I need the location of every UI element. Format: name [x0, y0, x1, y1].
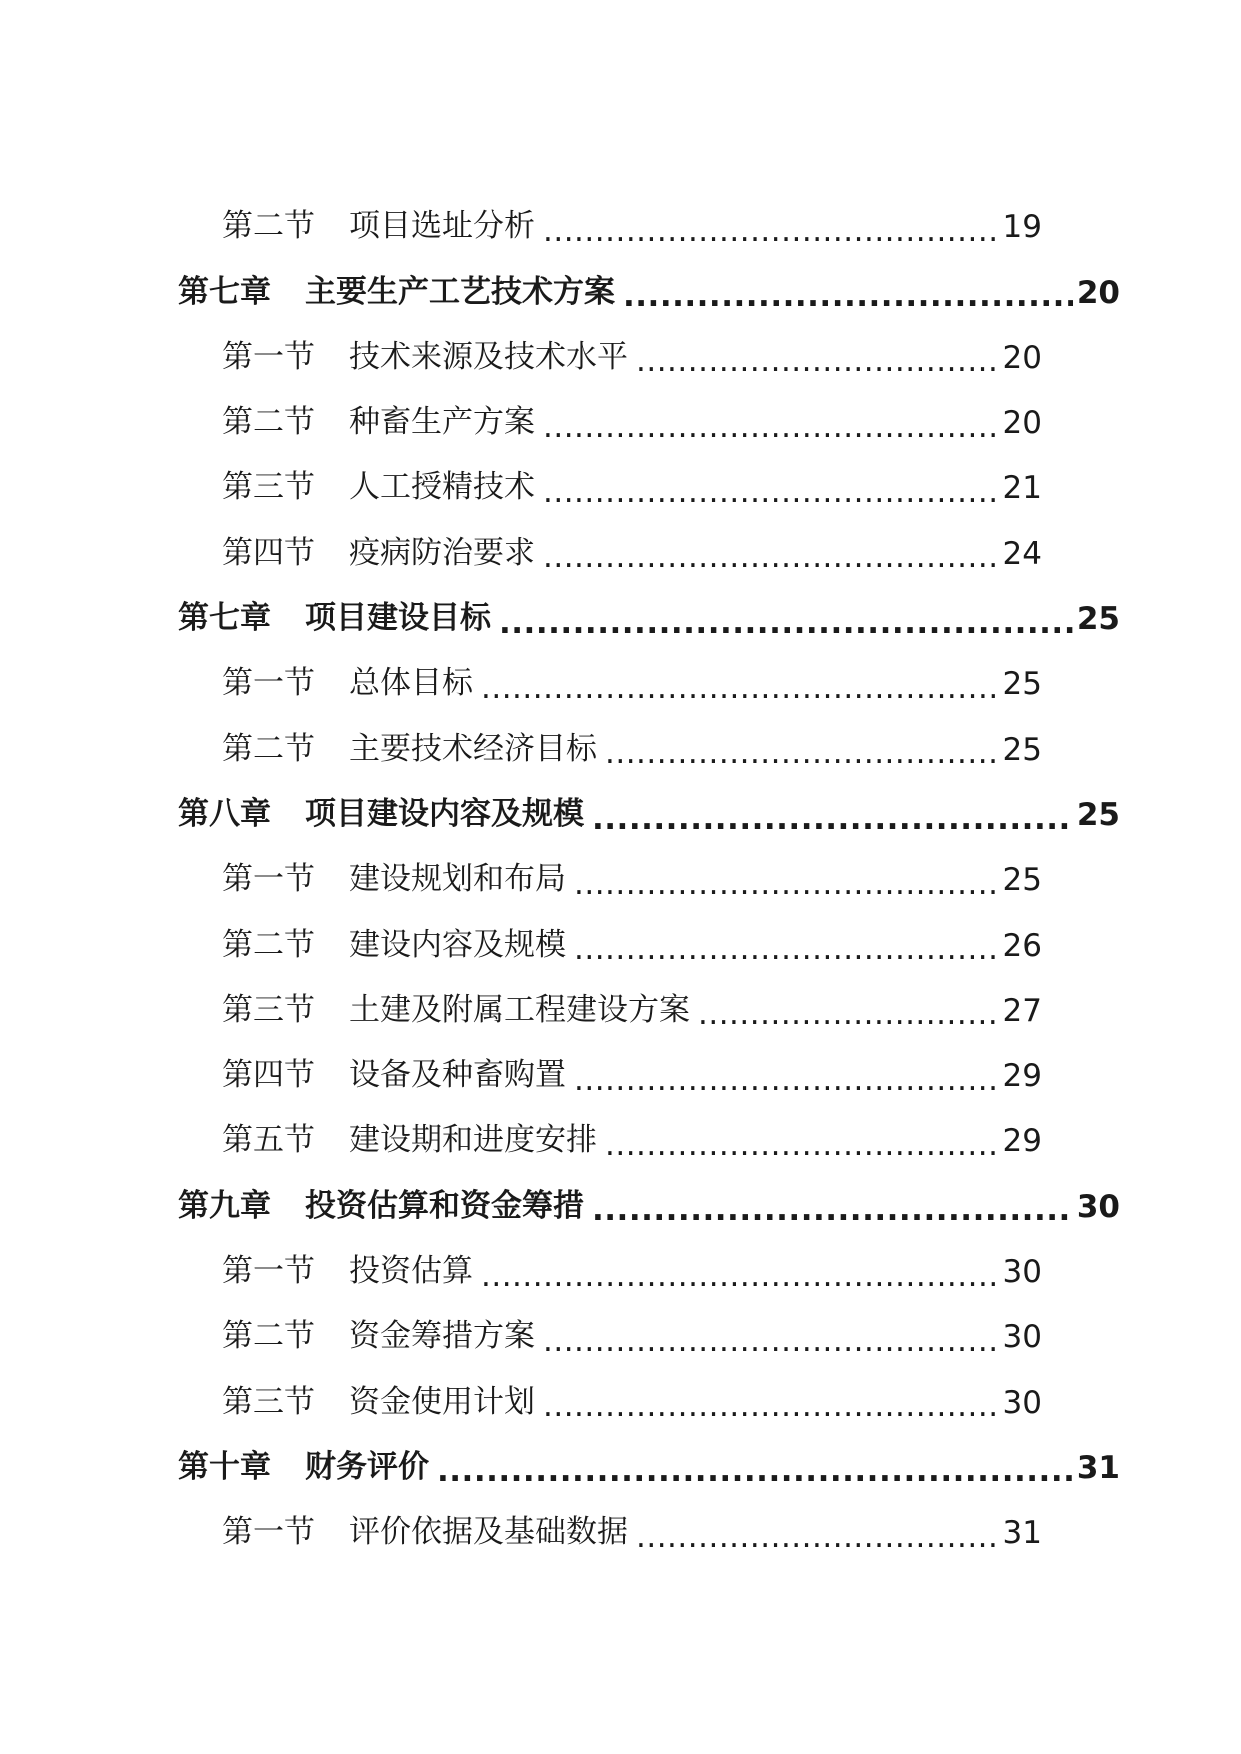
dot-leader — [481, 1259, 999, 1290]
toc-entry-page: 25 — [1002, 862, 1042, 899]
toc-entry-title: 评价依据及基础数据 — [349, 1514, 628, 1551]
toc-chapter-row[interactable] — [0, 1159, 1120, 1224]
toc-entry-page: 30 — [1002, 1384, 1042, 1421]
toc-entry-page: 31 — [1076, 1449, 1120, 1486]
toc-entry-title: 建设规划和布局 — [349, 861, 566, 898]
toc-section-row[interactable] — [0, 1355, 1042, 1420]
toc-entry-number: 第十章 — [178, 1448, 271, 1485]
toc-section-row[interactable] — [0, 898, 1042, 963]
toc-entry-title: 投资估算和资金筹措 — [305, 1187, 584, 1224]
dot-leader — [605, 1128, 999, 1159]
toc-section-row[interactable] — [0, 1225, 1042, 1290]
toc-entry-page: 31 — [1002, 1515, 1042, 1552]
toc-entry-number: 第一节 — [222, 1514, 315, 1551]
toc-entry-number: 第一节 — [222, 665, 315, 702]
toc-section-row[interactable] — [0, 1486, 1042, 1551]
toc-entry-page: 26 — [1002, 927, 1042, 964]
toc-entry-page: 25 — [1002, 666, 1042, 703]
dot-leader — [592, 1194, 1073, 1225]
toc-section-row[interactable] — [0, 1094, 1042, 1159]
toc-entry-number: 第二节 — [222, 404, 315, 441]
toc-entry-number: 第三节 — [222, 1383, 315, 1420]
toc-entry-title: 土建及附属工程建设方案 — [349, 991, 690, 1028]
toc-section-row[interactable] — [0, 180, 1042, 245]
toc-entry-page: 30 — [1002, 1319, 1042, 1356]
toc-section-row[interactable] — [0, 1290, 1042, 1355]
toc-chapter-row[interactable] — [0, 245, 1120, 310]
toc-entry-page: 30 — [1076, 1188, 1120, 1225]
toc-entry-page: 25 — [1076, 601, 1120, 638]
toc-entry-title: 主要技术经济目标 — [349, 730, 597, 767]
toc-entry-number: 第四节 — [222, 1057, 315, 1094]
dot-leader — [543, 475, 999, 506]
toc-entry-page: 20 — [1076, 274, 1120, 311]
toc-entry-number: 第四节 — [222, 534, 315, 571]
toc-entry-number: 第一节 — [222, 338, 315, 375]
toc-chapter-row[interactable] — [0, 1421, 1120, 1486]
toc-entry-number: 第二节 — [222, 926, 315, 963]
dot-leader — [623, 280, 1073, 311]
toc-entry-page: 29 — [1002, 1123, 1042, 1160]
toc-entry-page: 24 — [1002, 535, 1042, 572]
dot-leader — [543, 1324, 999, 1355]
toc-entry-title: 设备及种畜购置 — [349, 1057, 566, 1094]
toc-entry-number: 第二节 — [222, 730, 315, 767]
toc-entry-page: 30 — [1002, 1254, 1042, 1291]
toc-section-row[interactable] — [0, 702, 1042, 767]
dot-leader — [574, 867, 999, 898]
dot-leader — [574, 933, 999, 964]
toc-entry-title: 人工授精技术 — [349, 469, 535, 506]
toc-entry-number: 第一节 — [222, 861, 315, 898]
toc-entry-number: 第五节 — [222, 1122, 315, 1159]
toc-entry-number: 第二节 — [222, 208, 315, 245]
dot-leader — [592, 802, 1073, 833]
dot-leader — [543, 1390, 999, 1421]
toc-section-row[interactable] — [0, 311, 1042, 376]
toc-entry-number: 第三节 — [222, 991, 315, 1028]
dot-leader — [481, 671, 999, 702]
dot-leader — [499, 606, 1073, 637]
toc-entry-page: 27 — [1002, 992, 1042, 1029]
toc-entry-title: 主要生产工艺技术方案 — [305, 273, 615, 310]
toc-section-row[interactable] — [0, 376, 1042, 441]
toc-chapter-row[interactable] — [0, 768, 1120, 833]
toc-entry-title: 项目建设目标 — [305, 600, 491, 637]
toc-section-row[interactable] — [0, 441, 1042, 506]
toc-entry-page: 29 — [1002, 1058, 1042, 1095]
toc-entry-title: 总体目标 — [349, 665, 473, 702]
toc-entry-number: 第七章 — [178, 600, 271, 637]
toc-entry-page: 25 — [1002, 731, 1042, 768]
toc-entry-title: 资金使用计划 — [349, 1383, 535, 1420]
dot-leader — [636, 345, 999, 376]
toc-entry-number: 第二节 — [222, 1318, 315, 1355]
dot-leader — [636, 1520, 999, 1551]
toc-entry-title: 资金筹措方案 — [349, 1318, 535, 1355]
toc-entry-number: 第一节 — [222, 1253, 315, 1290]
dot-leader — [437, 1455, 1073, 1486]
dot-leader — [543, 214, 999, 245]
toc-entry-number: 第九章 — [178, 1187, 271, 1224]
toc-entry-page: 21 — [1002, 470, 1042, 507]
toc-section-row[interactable] — [0, 833, 1042, 898]
dot-leader — [574, 1063, 999, 1094]
toc-entry-number: 第八章 — [178, 795, 271, 832]
toc-entry-title: 项目选址分析 — [349, 208, 535, 245]
dot-leader — [605, 737, 999, 768]
toc-entry-page: 25 — [1076, 796, 1120, 833]
dot-leader — [543, 410, 999, 441]
toc-chapter-row[interactable] — [0, 572, 1120, 637]
toc-entry-title: 技术来源及技术水平 — [349, 338, 628, 375]
toc-entry-page: 20 — [1002, 339, 1042, 376]
toc-entry-title: 建设期和进度安排 — [349, 1122, 597, 1159]
toc-entry-title: 种畜生产方案 — [349, 404, 535, 441]
toc-section-row[interactable] — [0, 506, 1042, 571]
toc-entry-title: 财务评价 — [305, 1448, 429, 1485]
toc-entry-page: 19 — [1002, 209, 1042, 246]
toc-section-row[interactable] — [0, 964, 1042, 1029]
toc-section-row[interactable] — [0, 1029, 1042, 1094]
toc-entry-title: 疫病防治要求 — [349, 534, 535, 571]
toc-entry-title: 建设内容及规模 — [349, 926, 566, 963]
toc-section-row[interactable] — [0, 637, 1042, 702]
table-of-contents — [0, 180, 1241, 1551]
toc-entry-page: 20 — [1002, 405, 1042, 442]
toc-entry-number: 第七章 — [178, 273, 271, 310]
dot-leader — [543, 541, 999, 572]
toc-entry-title: 项目建设内容及规模 — [305, 795, 584, 832]
toc-entry-number: 第三节 — [222, 469, 315, 506]
dot-leader — [698, 998, 999, 1029]
toc-entry-title: 投资估算 — [349, 1253, 473, 1290]
